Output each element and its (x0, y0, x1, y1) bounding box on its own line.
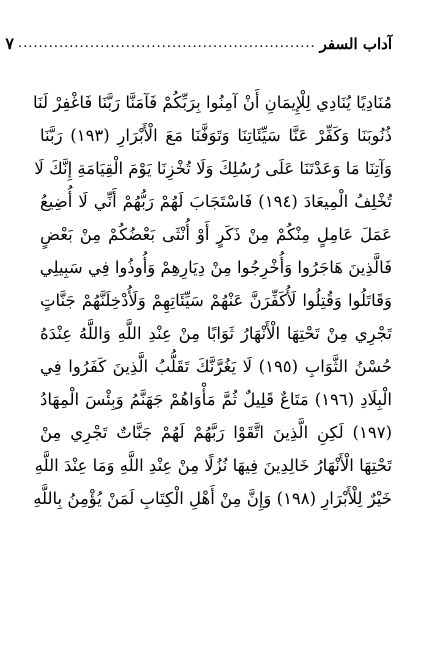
header-title: آداب السفر (319, 35, 392, 53)
running-header (5, 30, 392, 54)
page-number: ٧ (5, 34, 14, 53)
text-line-6: فَالَّذِينَ هَاجَرُوا وَأُخْرِجُوا مِنْ دِيَارِهِمْ وَأُوذُوا فِي سَبِيلِي (39, 258, 392, 277)
header-leader-dots: .......................................................... (17, 36, 316, 51)
text-line-5: عَمَلَ عَامِلٍ مِنْكُمْ مِنْ ذَكَرٍ أَوْ أُنْثَى بَعْضُكُمْ مِنْ بَعْضٍ (40, 225, 392, 244)
text-line-13: خَيْرٌ لِلْأَبْرَارِ (١٩٨) وَإِنَّ مِنْ أَهْلِ الْكِتَابِ لَمَنْ يُؤْمِنُ بِاللَّهِ (33, 489, 392, 508)
text-line-7: وَقَاتَلُوا وَقُتِلُوا لَأُكَفِّرَنَّ عَنْهُمْ سَيِّئَاتِهِمْ وَلَأُدْخِلَنَّهُمْ جَنَّاتٍ (40, 291, 392, 310)
text-line-2: ذُنُوبَنَا وَكَفِّرْ عَنَّا سَيِّئَاتِنَا وَتَوَفَّنَا مَعَ الْأَبْرَارِ (١٩٣) رَبَّنَا (40, 126, 393, 145)
text-line-12: تَحْتِهَا الْأَنْهَارُ خَالِدِينَ فِيهَا نُزُلًا مِنْ عِنْدِ اللَّهِ وَمَا عِنْدَ اللَّهِ (34, 456, 392, 475)
text-line-10: الْبِلَادِ (١٩٦) مَتَاعٌ قَلِيلٌ ثُمَّ مَأْوَاهُمْ جَهَنَّمُ وَبِئْسَ الْمِهَادُ (40, 390, 392, 409)
text-line-9: حُسْنُ الثَّوَابِ (١٩٥) لَا يَغُرَّنَّكَ تَقَلُّبُ الَّذِينَ كَفَرُوا فِي (40, 357, 393, 376)
text-line-4: تُخْلِفُ الْمِيعَادَ (١٩٤) فَاسْتَجَابَ لَهُمْ رَبُّهُمْ أَنِّي لَا أُضِيعُ (40, 192, 392, 211)
text-line-11: (١٩٧) لَكِنِ الَّذِينَ اتَّقَوْا رَبَّهُمْ لَهُمْ جَنَّاتٌ تَجْرِي مِنْ (40, 423, 392, 442)
text-line-8: تَجْرِي مِنْ تَحْتِهَا الْأَنْهَارُ ثَوَابًا مِنْ عِنْدِ اللَّهِ وَاللَّهُ عِنْدَهُ (40, 324, 392, 343)
body-text (33, 86, 393, 515)
text-line-1: مُنَادِيًا يُنَادِي لِلْإِيمَانِ أَنْ آمِنُوا بِرَبِّكُمْ فَآمَنَّا رَبَّنَا فَاغْفِرْ لَنَا (33, 93, 392, 112)
text-line-3: وَآتِنَا مَا وَعَدْتَنَا عَلَى رُسُلِكَ وَلَا تُخْزِنَا يَوْمَ الْقِيَامَةِ إِنَّكَ لَا (34, 159, 392, 178)
